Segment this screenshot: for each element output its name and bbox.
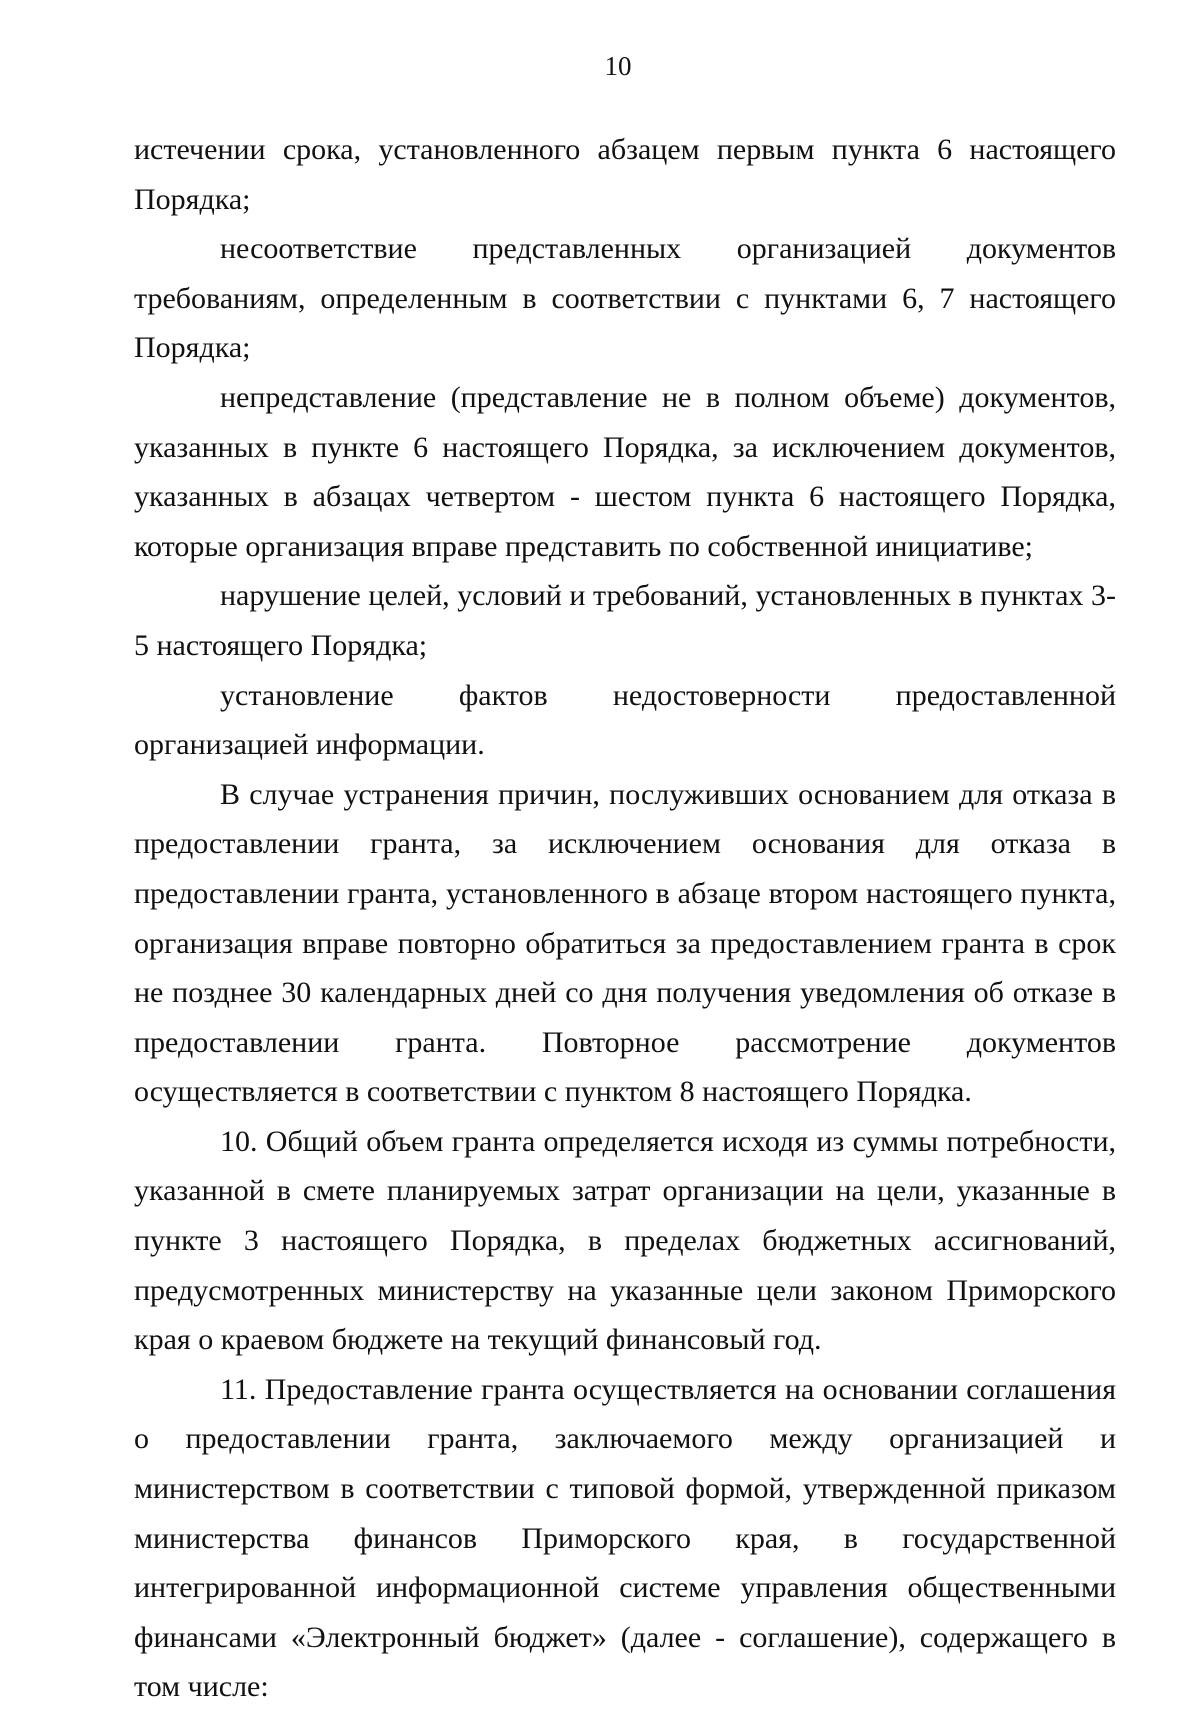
paragraph-resubmission: В случае устранения причин, послуживших основанием для отказа в предоставлении гранта, за исключением основания для отказа в предоставлении гранта, установленного в абзаце втором настоящего пункта, организация вправе повторно обратиться за предоставлением гранта в срок не позднее 30 календарных дней со дня получения уведомления об отказе в предоставлении гранта. Повторное рассмотрение документов осуществляется в соответствии с пунктом 8 настоящего Порядка. xyxy=(134,777,1116,1109)
paragraph-clause-10: 10. Общий объем гранта определяется исходя из суммы потребности, указанной в смете планируемых затрат организации на цели, указанные в пункте 3 настоящего Порядка, в пределах бюджетных ассигнований, предусмотренных министерству на указанные цели законом Приморского края о краевом бюджете на текущий финансовый год. xyxy=(134,1124,1116,1357)
paragraph-refusal-ground-false-info: установление фактов недостоверности предоставленной организацией информации. xyxy=(134,678,1116,762)
paragraph-refusal-ground-violation: нарушение целей, условий и требований, установленных в пунктах 3-5 настоящего Порядка; xyxy=(134,579,1116,662)
paragraph-clause-11: 11. Предоставление гранта осуществляется на основании соглашения о предоставлении гранта, заключаемого между организацией и министерством в соответствии с типовой формой, утвержденной приказом министерства финансов Приморского края, в государственной интегрированной информационной системе управления общественными финансами «Электронный бюджет» (далее - соглашение), содержащего в том числе: xyxy=(134,1372,1116,1704)
page-number: 10 xyxy=(604,51,632,81)
paragraph-refusal-ground-nonsubmission: непредставление (представление не в полном объеме) документов, указанных в пункте 6 настоящего Порядка, за исключением документов, указанных в абзацах четвертом - шестом пункта 6 настоящего Порядка, которые организация вправе представить по собственной инициативе; xyxy=(134,380,1116,563)
paragraph-continuation: истечении срока, установленного абзацем первым пункта 6 настоящего Порядка; xyxy=(134,133,1116,216)
document-body xyxy=(134,125,1116,1712)
paragraph-refusal-ground-nonconformity: несоответствие представленных организацией документов требованиям, определенным в соответствии с пунктами 6, 7 настоящего Порядка; xyxy=(134,232,1116,365)
